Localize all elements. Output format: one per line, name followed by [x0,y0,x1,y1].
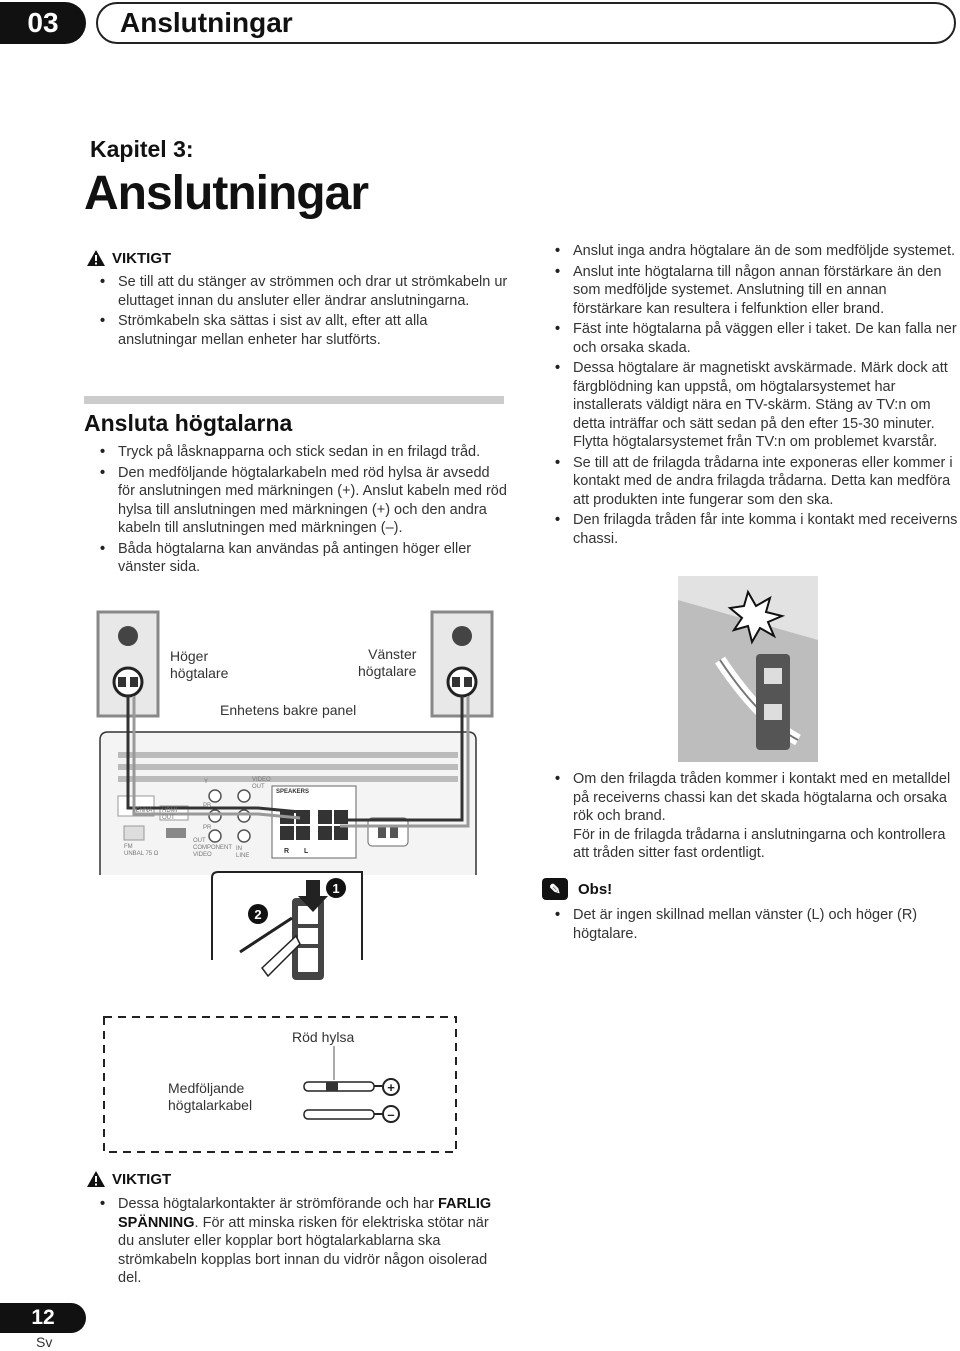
panel-y-label: Y [204,779,209,785]
panel-fm-label: FM UNBAL 75 Ω [124,844,159,857]
svg-text:+: + [387,1080,395,1095]
warning-list-2 [98,1195,508,1290]
panel-l-label: L [304,848,309,855]
panel-component-label: OUT COMPONENT VIDEO [193,838,232,858]
svg-text:–: – [387,1107,395,1122]
list-item [98,1195,508,1288]
panel-pr-label: PR [203,825,212,831]
panel-speakers-label: SPEAKERS [276,789,310,795]
rear-panel-label: Enhetens bakre panel [220,702,357,718]
warning-text: . För att minska risken för elektriska stötar när du ansluter eller kopplar bort högtalarkablarna ska strömkabeln kopplas bort innan du vidrör någon oisolerad del. [118,1214,489,1286]
panel-hdmi-label: HDMI OUT [162,808,178,821]
warning-label: VIKTIGT [112,1170,172,1188]
panel-video-out-label: VIDEO OUT [252,777,271,790]
warning-heading-2 [86,1170,171,1188]
chassis-illustration [678,576,818,762]
chapter-title: Anslutningar [96,2,956,44]
note-list [553,906,958,945]
included-cable-label: Medföljande högtalarkabel [168,1080,253,1113]
cable-box-frame [104,1017,456,1152]
panel-antenna-label: TENNA [132,808,153,814]
list-item: • Dessa högtalare är magnetiskt avskärmade. Märk dock att färgblödning kan uppstå, om högtalarsystemet har installerats väldigt nära en TV-skärm. Stäng av TV:n om detta inträffar och sätt sedan på den efter 15-30 minuter. Flytta högtalarsystemet från TV:n om problemet kvarstår. [553,359,958,452]
list-item: • Det är ingen skillnad mellan vänster (L) och höger (R) högtalare. [553,906,958,943]
list-item: • Anslut inga andra högtalare än de som medföljde systemet. [553,242,958,261]
list-item: • Tryck på låsknapparna och stick sedan in en frilagd tråd. [98,443,508,462]
right-speaker-label: Höger högtalare [170,648,229,681]
page-language: Sv [36,1334,53,1350]
warning-icon [86,1170,106,1188]
panel-r-label: R [284,848,290,855]
list-item: • Se till att du stänger av strömmen och drar ut strömkabeln ur eluttaget innan du ansluter eller ändrar anslutningarna. [98,273,508,310]
section-title: Ansluta högtalarna [84,410,293,436]
list-item: • Den medföljande högtalarkabeln med röd hylsa är avsedd för anslutningen med märkningen (+). Anslut kabeln med röd hylsa till anslutningen med märkningen (+) och den andra kabeln till anslutningen med märkningen (–). [98,464,508,538]
panel-in-line-label: IN LINE [236,846,250,859]
step-2-number: 2 [254,907,262,922]
panel-pb-label: PB [203,803,212,809]
left-speaker-label: Vänster högtalare [358,646,417,679]
note-heading [542,878,612,900]
warning-label: VIKTIGT [112,249,172,267]
list-item: • Den frilagda tråden får inte komma i kontakt med receiverns chassi. [553,511,958,548]
list-item: • Om den frilagda tråden kommer i kontakt med en metalldel på receiverns chassi kan det skada högtalarna och orsaka rök och brand. För in de frilagda trådarna i anslutningarna och kontrollera att tråden sitter fast ordentligt. [553,770,958,863]
chapter-label: Kapitel 3: [90,136,194,162]
page-number: 12 [0,1303,86,1333]
list-item: • Strömkabeln ska sättas i sist av allt, efter att alla anslutningar mellan enheter har slutförts. [98,312,508,349]
list-item: • Se till att de frilagda trådarna inte exponeras eller kommer i kontakt med de andra frilagda trådarna. Detta kan medföra att produkten inte fungerar som den ska. [553,454,958,510]
list-item: • Anslut inte högtalarna till någon annan förstärkare än den som medföljde systemet. Anslutning till en annan förstärkare kan resultera i felfunktion eller brand. [553,263,958,319]
warning-text: Dessa högtalarkontakter är strömförande och har [118,1196,438,1212]
chassis-list [553,770,958,865]
page-title: Anslutningar [84,167,368,220]
list-item: • Båda högtalarna kan användas på antingen höger eller vänster sida. [98,540,508,577]
red-sleeve-label: Röd hylsa [292,1029,355,1045]
note-label: Obs! [578,880,613,898]
warning-emphasis: FARLIG SPÄNNING [118,1196,492,1231]
chapter-number: 03 [0,2,86,44]
step-1-number: 1 [332,881,340,896]
list-item: • Fäst inte högtalarna på väggen eller i taket. De kan falla ner och orsaka skada. [553,320,958,357]
cable-illustration [304,1046,382,1119]
pencil-icon: ✎ [542,878,568,900]
